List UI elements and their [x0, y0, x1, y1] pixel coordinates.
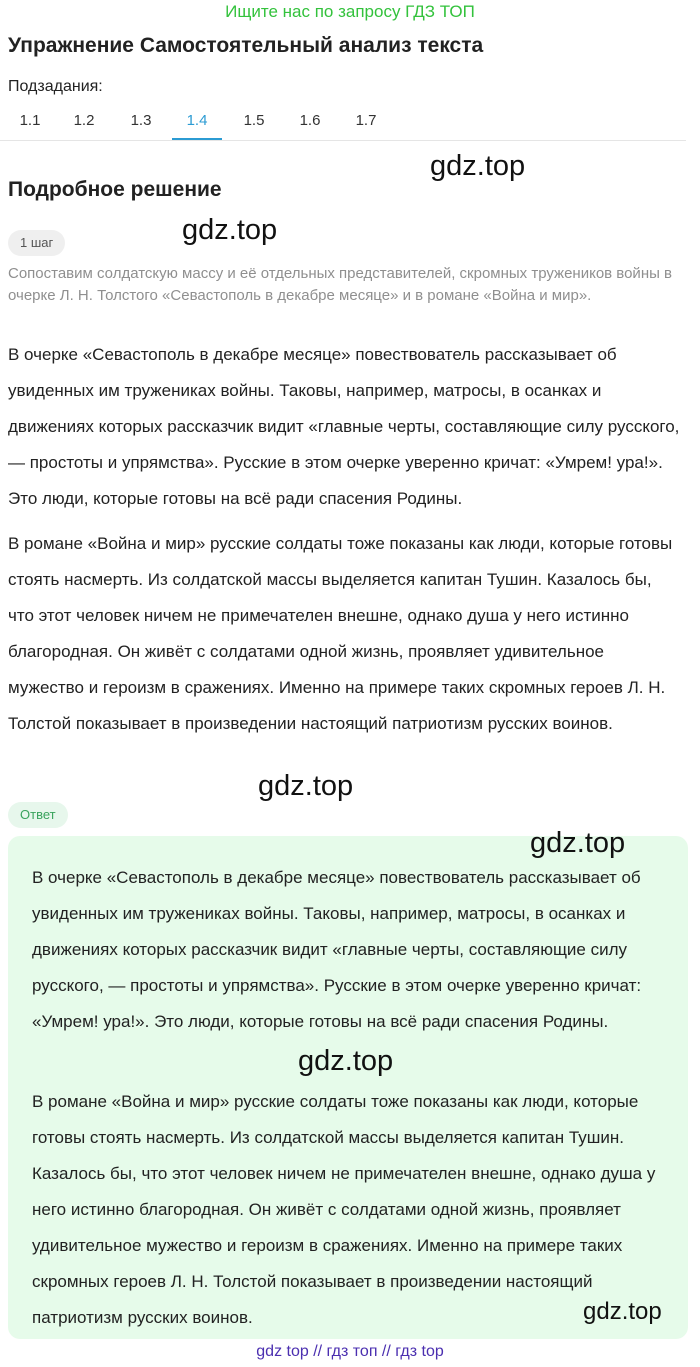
footer-links: gdz top // гдз топ // гдз top: [256, 1343, 444, 1360]
watermark: gdz.top: [182, 214, 278, 246]
answer-paragraph: В романе «Война и мир» русские солдаты тоже показаны как люди, которые готовы стоять насмерть. Из солдатской массы выделяется капитан Тушин. Казалось бы, что этот человек ничем не примечателен внешне, однако душа у него истинно благородная. Он живёт с солдатами одной жизнь, проявляет удивительное мужество и героизм в сражениях. Именно на примере таких скромных героев Л. Н. Толстой показывает в произведении настоящий патриотизм русских воинов.: [32, 1092, 656, 1327]
page-title: Упражнение Самостоятельный анализ текста: [8, 34, 484, 57]
step-description: Сопоставим солдатскую массу и её отдельных представителей, скромных тружеников войны в очерке Л. Н. Толстого «Севастополь в декабре месяце» и в романе «Война и мир».: [8, 265, 673, 304]
tab-1-2[interactable]: 1.2: [73, 112, 95, 129]
watermark: gdz.top: [530, 827, 626, 859]
watermark: gdz.top: [298, 1045, 394, 1077]
solution-paragraph: В очерке «Севастополь в декабре месяце» повествователь рассказывает об увиденных им тружениках войны. Таковы, например, матросы, в осанках и движениях которых рассказчик видит «главные черты, составляющие силу русского, — простоты и упрямства». Русские в этом очерке уверенно кричат: «Умрем! ура!». Это люди, которые готовы на всё ради спасения Родины.: [8, 345, 680, 508]
search-banner: Ищите нас по запросу ГДЗ ТОП: [225, 2, 475, 21]
tab-1-6[interactable]: 1.6: [299, 112, 321, 129]
tab-1-4[interactable]: 1.4: [172, 104, 222, 140]
section-title: Подробное решение: [8, 178, 222, 201]
tab-1-3[interactable]: 1.3: [130, 112, 152, 129]
subtasks-label: Подзадания:: [8, 78, 103, 95]
watermark: gdz.top: [430, 150, 526, 182]
tab-1-7[interactable]: 1.7: [355, 112, 377, 129]
solution-paragraph: В романе «Война и мир» русские солдаты тоже показаны как люди, которые готовы стоять насмерть. Из солдатской массы выделяется капитан Тушин. Казалось бы, что этот человек ничем не примечателен внешне, однако душа у него истинно благородная. Он живёт с солдатами одной жизнь, проявляет удивительное мужество и героизм в сражениях. Именно на примере таких скромных героев Л. Н. Толстой показывает в произведении настоящий патриотизм русских воинов.: [8, 534, 673, 733]
answer-badge: Ответ: [8, 802, 68, 828]
step-badge: 1 шаг: [8, 230, 65, 256]
subtask-tabs: [0, 104, 686, 141]
tab-1-1[interactable]: 1.1: [19, 112, 41, 129]
watermark: gdz.top: [258, 770, 354, 802]
answer-paragraph: В очерке «Севастополь в декабре месяце» повествователь рассказывает об увиденных им тружениках войны. Таковы, например, матросы, в осанках и движениях которых рассказчик видит «главные черты, составляющие силу русского, — простоты и упрямства». Русские в этом очерке уверенно кричат: «Умрем! ура!». Это люди, которые готовы на всё ради спасения Родины.: [32, 868, 642, 1031]
tab-1-5[interactable]: 1.5: [243, 112, 265, 129]
answer-box: [8, 836, 688, 1339]
watermark: gdz.top: [583, 1298, 662, 1325]
